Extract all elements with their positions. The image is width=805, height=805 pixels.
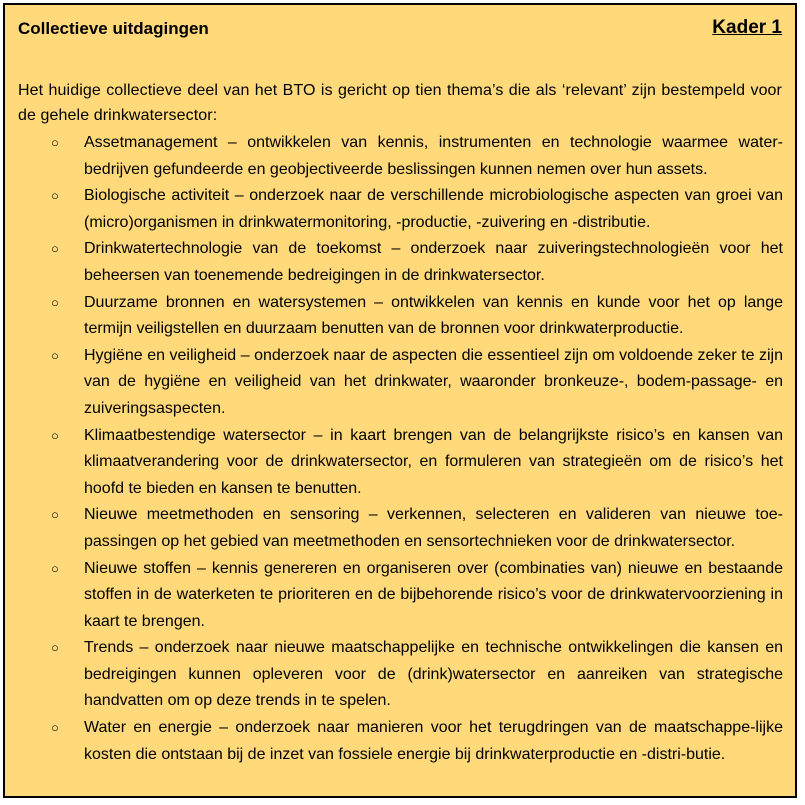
circle-bullet-icon: ○ bbox=[51, 188, 59, 204]
list-item bbox=[18, 423, 783, 503]
list-item-text: Nieuwe stoffen – kennis genereren en organiseren over (combinaties van) nieuwe en bestaande stoffen in de waterketen te prioriteren en de bijbehorende risico’s voor de drinkwatervoorziening in kaart te brengen. bbox=[84, 559, 783, 630]
list-item-text: Trends – onderzoek naar nieuwe maatschappelijke en technische ontwikkelingen die kansen en bedreigingen kunnen opleveren voor de (drink)watersector en aanreiken van strategische handvatten om op deze trends in te spelen. bbox=[84, 639, 783, 710]
circle-bullet-icon: ○ bbox=[51, 135, 59, 150]
list-item-text: Nieuwe meetmethoden en sensoring – verkennen, selecteren en valideren van nieuwe toe-passingen op het gebied van meetmethoden en sensortechnieken voor de drinkwatersector. bbox=[84, 506, 783, 550]
list-item bbox=[18, 130, 783, 183]
circle-bullet-icon: ○ bbox=[51, 427, 59, 443]
circle-bullet-icon: ○ bbox=[51, 507, 59, 523]
box-label: Kader 1 bbox=[712, 17, 782, 38]
kader-box bbox=[3, 3, 797, 798]
list-item-text: Klimaatbestendige watersector – in kaart brengen van de belangrijkste risico’s en kansen van klimaatverandering voor de drinkwatersector, en formuleren van strategieën om de risico’s het hoofd te bieden en kansen te benutten. bbox=[84, 426, 783, 497]
list-item bbox=[18, 715, 783, 768]
list-item bbox=[18, 290, 783, 343]
circle-bullet-icon: ○ bbox=[51, 294, 59, 310]
box-title: Collectieve uitdagingen bbox=[18, 19, 209, 38]
box-header bbox=[18, 19, 782, 45]
circle-bullet-icon: ○ bbox=[51, 560, 59, 576]
list-item-text: Water en energie – onderzoek naar manieren voor het terugdringen van de maatschappe-lijke kosten die ontstaan bij de inzet van fossiele energie bij drinkwaterproductie en -distri-butie. bbox=[84, 719, 783, 763]
list-item-text: Duurzame bronnen en watersystemen – ontwikkelen van kennis en kunde voor het op lange termijn veiligstellen en duurzaam benutten van de bronnen voor drinkwaterproductie. bbox=[84, 293, 783, 338]
theme-list bbox=[18, 130, 783, 768]
list-item-text: Assetmanagement – ontwikkelen van kennis, instrumenten en technologie waarmee water-bedrijven gefundeerde en geobjectiveerde beslissingen kunnen nemen over hun assets. bbox=[84, 134, 783, 178]
list-item bbox=[18, 183, 783, 236]
circle-bullet-icon: ○ bbox=[51, 241, 59, 257]
list-item-text: Drinkwatertechnologie van de toekomst – onderzoek naar zuiveringstechnologieën voor het beheersen van toenemende bedreigingen in de drinkwatersector. bbox=[84, 240, 783, 284]
intro-paragraph: Het huidige collectieve deel van het BTO is gericht op tien thema’s die als ‘relevant’ zijn bestempeld voor de gehele drinkwatersector: bbox=[18, 82, 782, 124]
circle-bullet-icon: ○ bbox=[51, 720, 59, 736]
circle-bullet-icon: ○ bbox=[51, 347, 59, 363]
list-item bbox=[18, 343, 783, 423]
list-item bbox=[18, 236, 783, 289]
list-item bbox=[18, 502, 783, 555]
list-item-text: Biologische activiteit – onderzoek naar de verschillende microbiologische aspecten van groei van (micro)organismen in drinkwatermonitoring, -productie, -zuivering en -distributie. bbox=[84, 187, 783, 231]
list-item bbox=[18, 635, 783, 715]
list-item bbox=[18, 556, 783, 636]
list-item-text: Hygiëne en veiligheid – onderzoek naar de aspecten die essentieel zijn om voldoende zeker te zijn van de hygiëne en veiligheid van het drinkwater, waaronder bronkeuze-, bodem-passage- en zuiveringsaspecten. bbox=[84, 346, 783, 417]
circle-bullet-icon: ○ bbox=[51, 640, 59, 656]
